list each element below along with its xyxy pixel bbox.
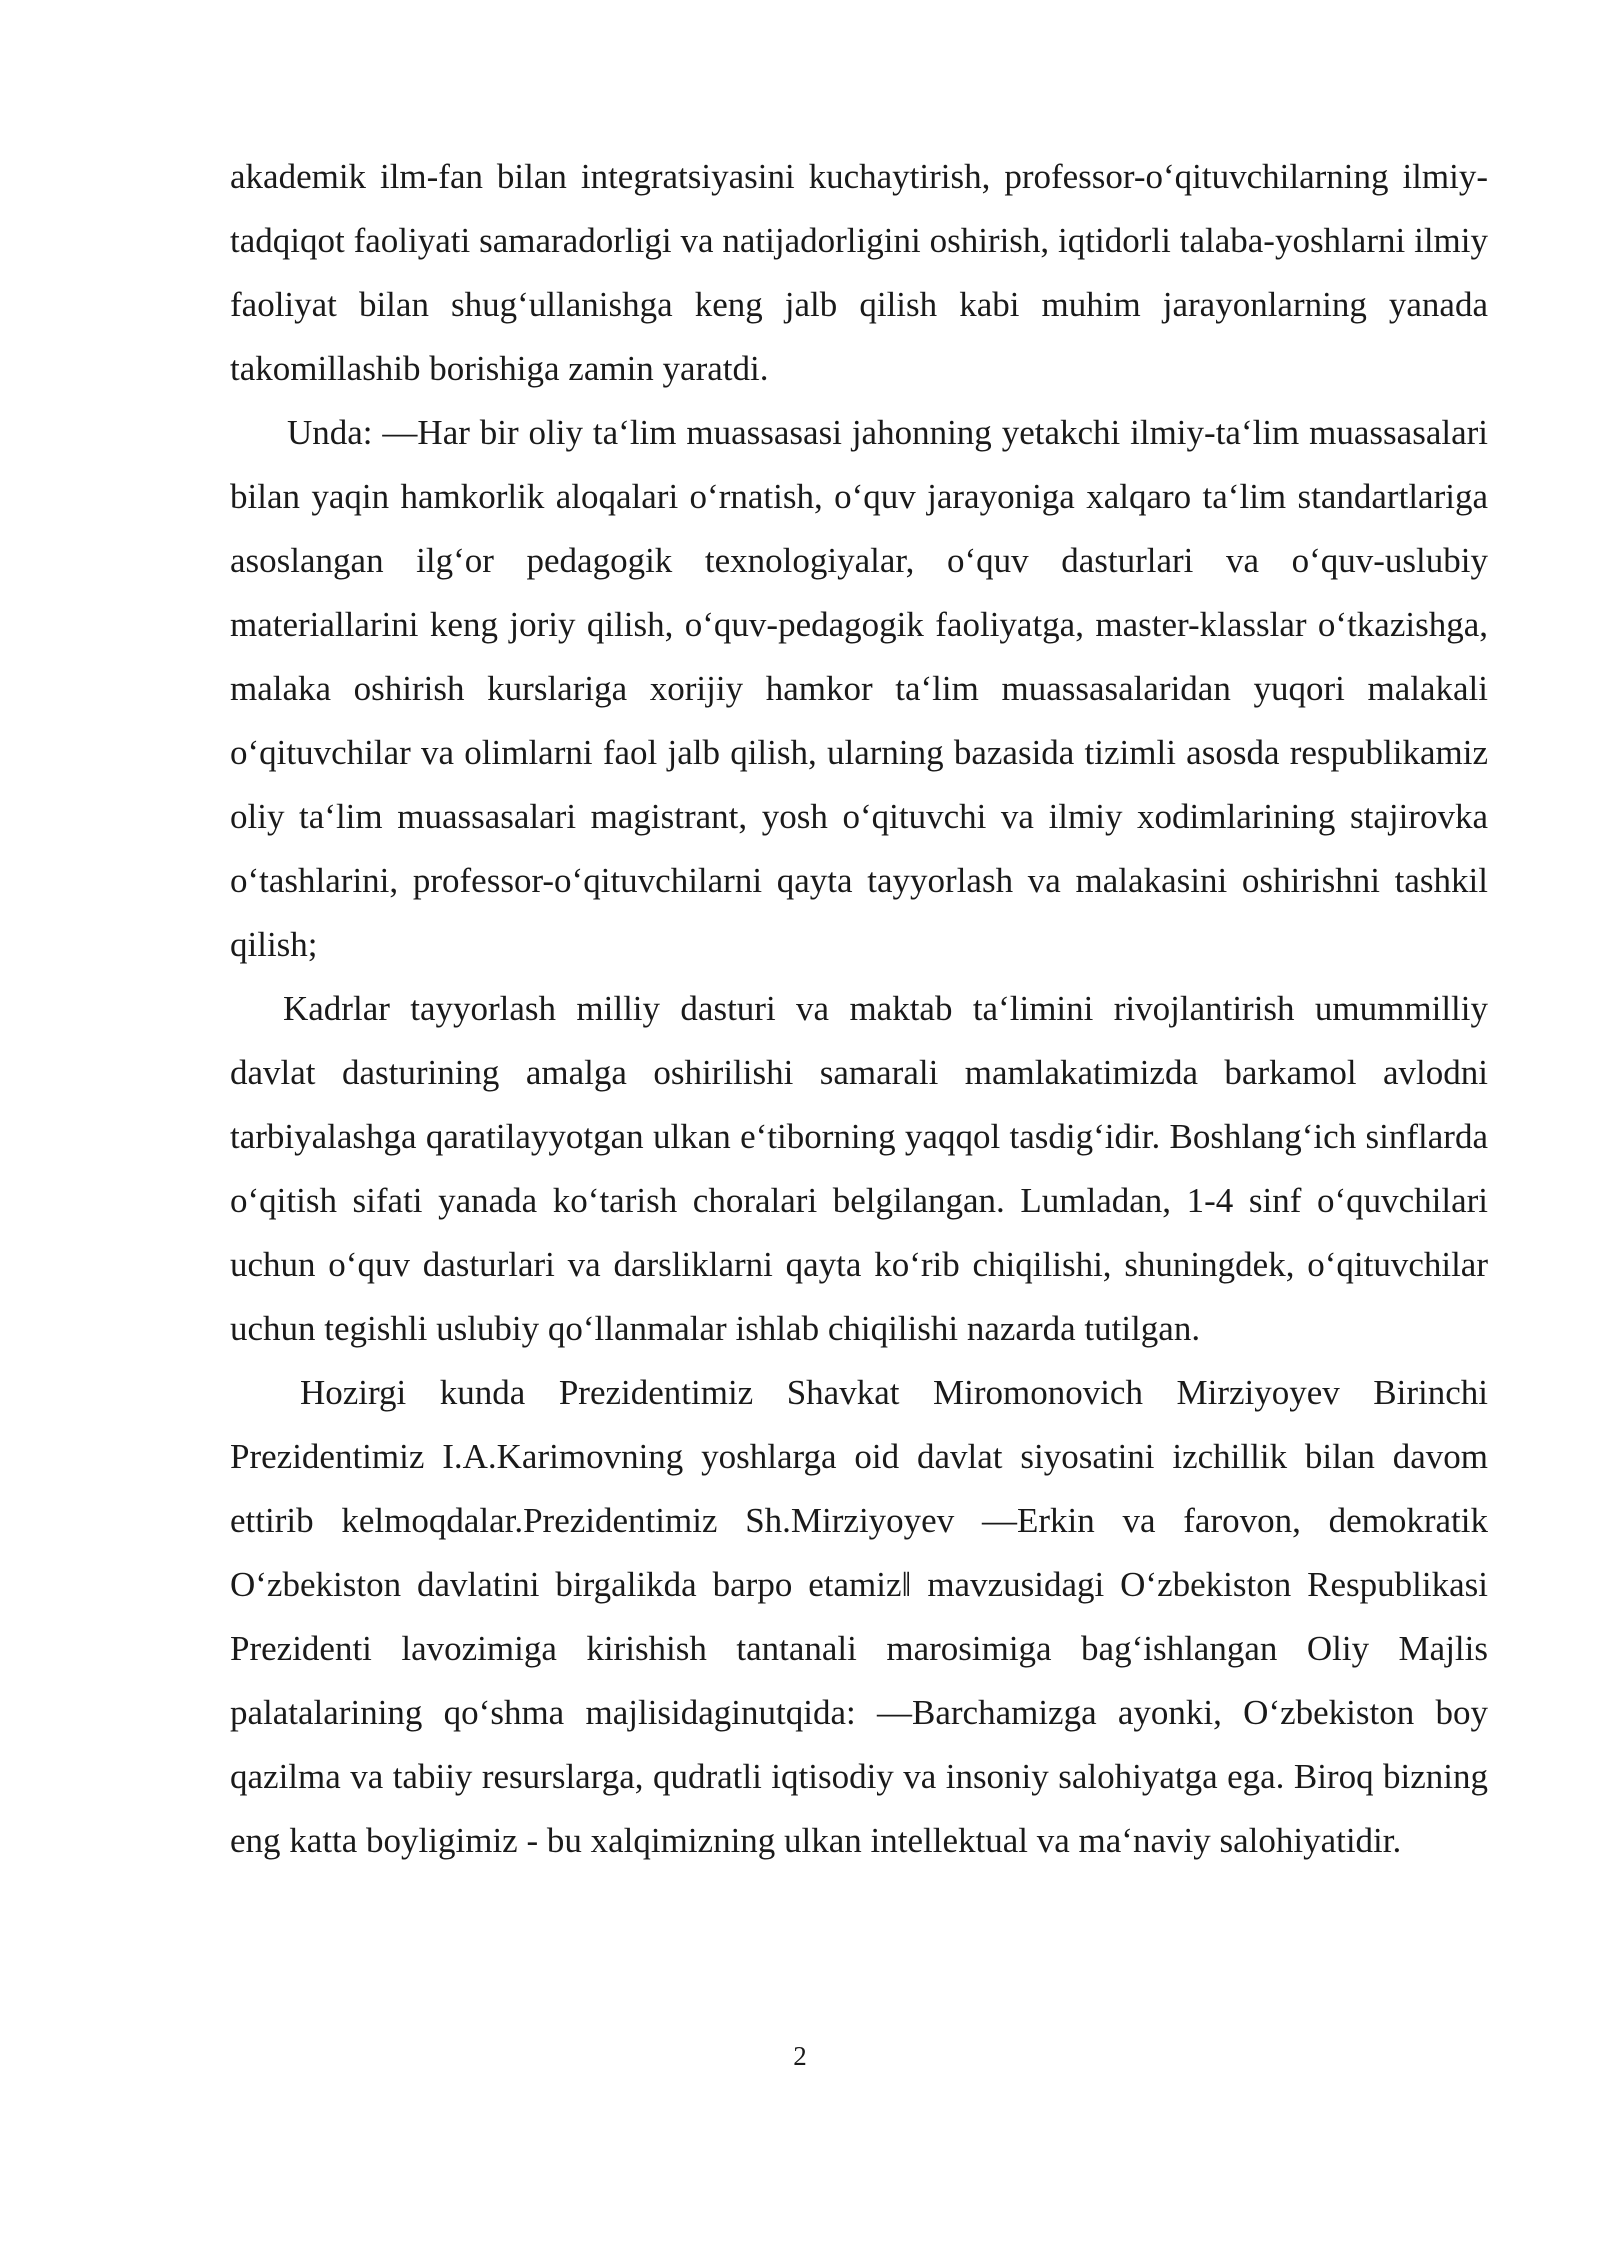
paragraph-2: Unda: ―Har bir oliy ta‘lim muassasasi jahonning yetakchi ilmiy-ta‘lim muassasalari bilan yaqin hamkorlik aloqalari o‘rnatish, o‘quv jarayoniga xalqaro ta‘lim standartlariga asoslangan ilg‘or pedagogik texnologiyalar, o‘quv dasturlari va o‘quv-uslubiy materiallarini keng joriy qilish, o‘quv-pedagogik faoliyatga, master-klasslar o‘tkazishga, malaka oshirish kurslariga xorijiy hamkor ta‘lim muassasalaridan yuqori malakali o‘qituvchilar va olimlarni faol jalb qilish, ularning bazasida tizimli asosda respublikamiz oliy ta‘lim muassasalari magistrant, yosh o‘qituvchi va ilmiy xodimlarining stajirovka o‘tashlarini, professor-o‘qituvchilarni qayta tayyorlash va malakasini oshirishni tashkil qilish;: [230, 413, 1488, 964]
paragraph-4: Hozirgi kunda Prezidentimiz Shavkat Miromonovich Mirziyoyev Birinchi Prezidentimiz I.A.Karimovning yoshlarga oid davlat siyosatini izchillik bilan davom ettirib kelmoqdalar.Prezidentimiz Sh.Mirziyoyev ―Erkin va farovon, demokratik O‘zbekiston davlatini birgalikda barpo etamiz‖ mavzusidagi O‘zbekiston Respublikasi Prezidenti lavozimiga kirishish tantanali marosimiga bag‘ishlangan Oliy Majlis palatalarining qo‘shma majlisidaginutqida: ―Barchamizga ayonki, O‘zbekiston boy qazilma va tabiiy resurslarga, qudratli iqtisodiy va insoniy salohiyatga ega. Biroq bizning eng katta boyligimiz - bu xalqimizning ulkan intellektual va ma‘naviy salohiyatidir.: [230, 1373, 1488, 1860]
paragraph-1: akademik ilm-fan bilan integratsiyasini kuchaytirish, professor-o‘qituvchilarning ilmiy-tadqiqot faoliyati samaradorligi va natijadorligini oshirish, iqtidorli talaba-yoshlarni ilmiy faoliyat bilan shug‘ullanishga keng jalb qilish kabi muhim jarayonlarning yanada takomillashib borishiga zamin yaratdi.: [230, 157, 1488, 388]
page-number: 2: [793, 2041, 807, 2071]
body-text: [230, 145, 1488, 1873]
paragraph-3: Kadrlar tayyorlash milliy dasturi va maktab ta‘limini rivojlantirish umummilliy davlat dasturining amalga oshirilishi samarali mamlakatimizda barkamol avlodni tarbiyalashga qaratilayyotgan ulkan e‘tiborning yaqqol tasdig‘idir. Boshlang‘ich sinflarda o‘qitish sifati yanada ko‘tarish choralari belgilangan. Lumladan, 1-4 sinf o‘quvchilari uchun o‘quv dasturlari va darsliklarni qayta ko‘rib chiqilishi, shuningdek, o‘qituvchilar uchun tegishli uslubiy qo‘llanmalar ishlab chiqilishi nazarda tutilgan.: [230, 989, 1488, 1348]
